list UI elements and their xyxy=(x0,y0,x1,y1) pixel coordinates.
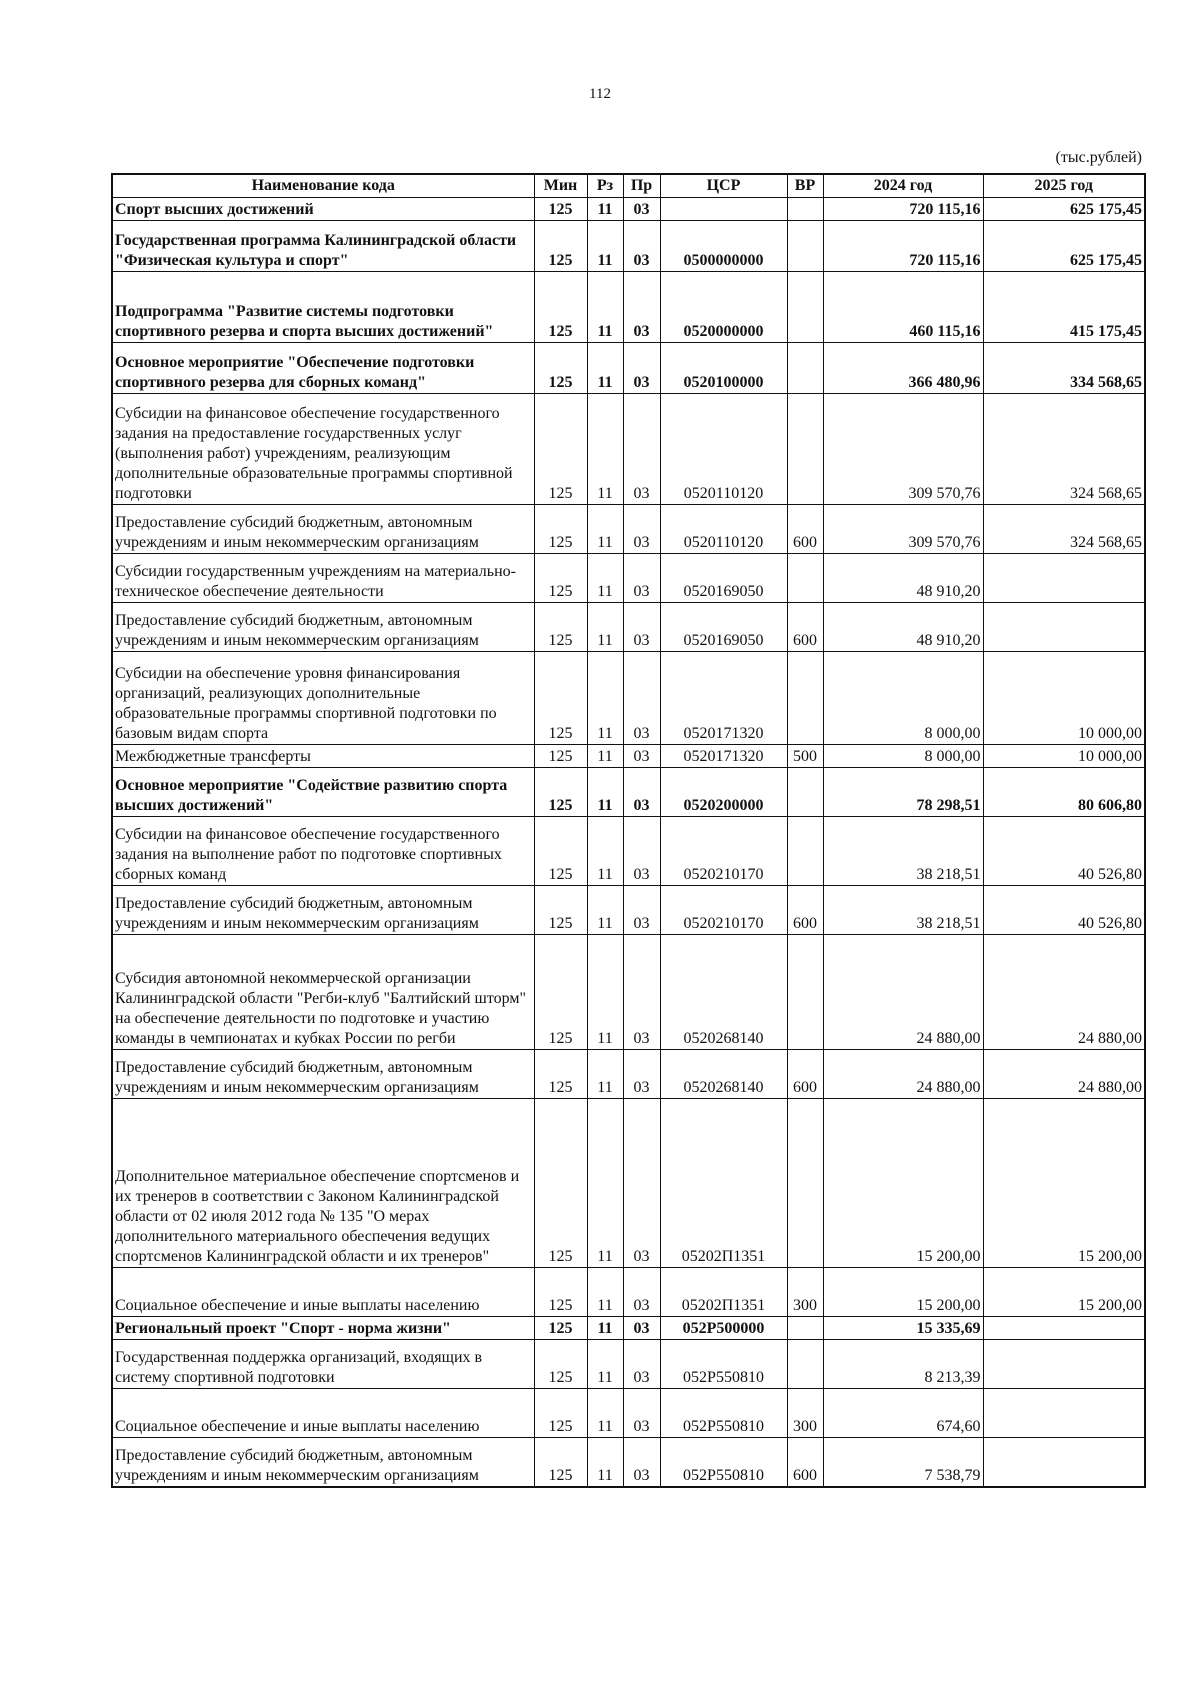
cell-csr: 0520100000 xyxy=(660,343,787,394)
cell-name: Социальное обеспечение и иные выплаты населению xyxy=(112,1389,534,1438)
cell-rz: 11 xyxy=(587,886,623,935)
cell-2025: 324 568,65 xyxy=(983,394,1145,505)
cell-csr: 0520169050 xyxy=(660,603,787,652)
cell-name: Подпрограмма "Развитие системы подготовки спортивного резерва и спорта высших достижений" xyxy=(112,272,534,343)
cell-min: 125 xyxy=(534,745,587,768)
page-number: 112 xyxy=(589,86,611,102)
cell-name: Предоставление субсидий бюджетным, автономным учреждениям и иным некоммерческим организациям xyxy=(112,1050,534,1099)
table-row xyxy=(112,652,1145,745)
table-row xyxy=(112,603,1145,652)
cell-csr: 05202П1351 xyxy=(660,1268,787,1317)
cell-pr: 03 xyxy=(623,394,660,505)
cell-2024: 15 200,00 xyxy=(823,1099,983,1268)
cell-csr: 05202П1351 xyxy=(660,1099,787,1268)
cell-2024: 38 218,51 xyxy=(823,886,983,935)
table-row xyxy=(112,1438,1145,1488)
cell-min: 125 xyxy=(534,886,587,935)
cell-2025 xyxy=(983,1317,1145,1340)
table-row xyxy=(112,1340,1145,1389)
cell-rz: 11 xyxy=(587,272,623,343)
cell-2025: 324 568,65 xyxy=(983,505,1145,554)
cell-vr xyxy=(787,198,823,221)
cell-pr: 03 xyxy=(623,343,660,394)
cell-2024: 48 910,20 xyxy=(823,603,983,652)
cell-vr: 600 xyxy=(787,505,823,554)
cell-2025 xyxy=(983,603,1145,652)
cell-2025: 24 880,00 xyxy=(983,935,1145,1050)
cell-pr: 03 xyxy=(623,221,660,272)
cell-min: 125 xyxy=(534,935,587,1050)
cell-rz: 11 xyxy=(587,394,623,505)
cell-vr: 600 xyxy=(787,886,823,935)
cell-name: Социальное обеспечение и иные выплаты населению xyxy=(112,1268,534,1317)
cell-rz: 11 xyxy=(587,935,623,1050)
cell-name: Основное мероприятие "Обеспечение подготовки спортивного резерва для сборных команд" xyxy=(112,343,534,394)
cell-vr: 500 xyxy=(787,745,823,768)
header-min: Мин xyxy=(534,174,587,198)
cell-2025 xyxy=(983,1389,1145,1438)
table-row xyxy=(112,505,1145,554)
cell-min: 125 xyxy=(534,768,587,817)
table-row xyxy=(112,1099,1145,1268)
cell-2025: 10 000,00 xyxy=(983,745,1145,768)
cell-2024: 15 200,00 xyxy=(823,1268,983,1317)
cell-2024: 38 218,51 xyxy=(823,817,983,886)
cell-min: 125 xyxy=(534,394,587,505)
cell-2024: 8 000,00 xyxy=(823,652,983,745)
cell-vr xyxy=(787,343,823,394)
cell-2024: 309 570,76 xyxy=(823,394,983,505)
header-2025: 2025 год xyxy=(983,174,1145,198)
cell-min: 125 xyxy=(534,1389,587,1438)
cell-pr: 03 xyxy=(623,1317,660,1340)
cell-csr: 0520268140 xyxy=(660,935,787,1050)
cell-min: 125 xyxy=(534,1268,587,1317)
cell-2024: 674,60 xyxy=(823,1389,983,1438)
table-row xyxy=(112,198,1145,221)
cell-2025 xyxy=(983,1340,1145,1389)
cell-2024: 8 213,39 xyxy=(823,1340,983,1389)
table-row xyxy=(112,1389,1145,1438)
cell-rz: 11 xyxy=(587,652,623,745)
cell-pr: 03 xyxy=(623,272,660,343)
table-row xyxy=(112,935,1145,1050)
cell-name: Предоставление субсидий бюджетным, автономным учреждениям и иным некоммерческим организациям xyxy=(112,886,534,935)
cell-csr: 0520268140 xyxy=(660,1050,787,1099)
cell-2024: 24 880,00 xyxy=(823,935,983,1050)
cell-name: Основное мероприятие "Содействие развитию спорта высших достижений" xyxy=(112,768,534,817)
cell-rz: 11 xyxy=(587,1050,623,1099)
cell-rz: 11 xyxy=(587,198,623,221)
cell-pr: 03 xyxy=(623,935,660,1050)
cell-min: 125 xyxy=(534,198,587,221)
cell-2025: 10 000,00 xyxy=(983,652,1145,745)
cell-2025: 334 568,65 xyxy=(983,343,1145,394)
cell-vr xyxy=(787,394,823,505)
cell-min: 125 xyxy=(534,1438,587,1488)
cell-2024: 48 910,20 xyxy=(823,554,983,603)
cell-pr: 03 xyxy=(623,745,660,768)
cell-2025: 40 526,80 xyxy=(983,817,1145,886)
cell-name: Субсидии на финансовое обеспечение государственного задания на предоставление государственных услуг (выполнения работ) учреждениям, реализующим дополнительные образовательные программы спортивной подготовки xyxy=(112,394,534,505)
table-row xyxy=(112,768,1145,817)
cell-csr: 052Р500000 xyxy=(660,1317,787,1340)
cell-csr: 0520110120 xyxy=(660,505,787,554)
cell-pr: 03 xyxy=(623,603,660,652)
cell-rz: 11 xyxy=(587,768,623,817)
cell-min: 125 xyxy=(534,554,587,603)
cell-rz: 11 xyxy=(587,1317,623,1340)
cell-pr: 03 xyxy=(623,1438,660,1488)
cell-2024: 7 538,79 xyxy=(823,1438,983,1488)
cell-rz: 11 xyxy=(587,1438,623,1488)
table-row xyxy=(112,817,1145,886)
cell-min: 125 xyxy=(534,343,587,394)
cell-rz: 11 xyxy=(587,343,623,394)
cell-name: Спорт высших достижений xyxy=(112,198,534,221)
table-row xyxy=(112,394,1145,505)
cell-rz: 11 xyxy=(587,817,623,886)
table-row xyxy=(112,554,1145,603)
cell-vr xyxy=(787,817,823,886)
cell-min: 125 xyxy=(534,1340,587,1389)
cell-2025: 15 200,00 xyxy=(983,1268,1145,1317)
cell-csr: 052Р550810 xyxy=(660,1438,787,1488)
cell-pr: 03 xyxy=(623,1268,660,1317)
cell-rz: 11 xyxy=(587,603,623,652)
cell-name: Государственная поддержка организаций, входящих в систему спортивной подготовки xyxy=(112,1340,534,1389)
header-pr: Пр xyxy=(623,174,660,198)
cell-vr xyxy=(787,1340,823,1389)
header-rz: Рз xyxy=(587,174,623,198)
cell-min: 125 xyxy=(534,652,587,745)
table-row xyxy=(112,221,1145,272)
cell-pr: 03 xyxy=(623,652,660,745)
cell-csr: 0520210170 xyxy=(660,886,787,935)
cell-rz: 11 xyxy=(587,554,623,603)
cell-vr: 300 xyxy=(787,1268,823,1317)
cell-min: 125 xyxy=(534,1050,587,1099)
cell-csr: 052Р550810 xyxy=(660,1389,787,1438)
cell-csr: 0520200000 xyxy=(660,768,787,817)
cell-pr: 03 xyxy=(623,1389,660,1438)
cell-csr: 0520110120 xyxy=(660,394,787,505)
cell-vr xyxy=(787,1099,823,1268)
header-name: Наименование кода xyxy=(112,174,534,198)
cell-rz: 11 xyxy=(587,745,623,768)
cell-csr: 0520000000 xyxy=(660,272,787,343)
cell-rz: 11 xyxy=(587,221,623,272)
table-row xyxy=(112,343,1145,394)
cell-vr: 600 xyxy=(787,1050,823,1099)
cell-csr: 0500000000 xyxy=(660,221,787,272)
cell-vr xyxy=(787,221,823,272)
budget-table xyxy=(111,173,1146,1488)
cell-2024: 366 480,96 xyxy=(823,343,983,394)
cell-vr xyxy=(787,935,823,1050)
cell-name: Субсидии государственным учреждениям на материально-техническое обеспечение деятельности xyxy=(112,554,534,603)
cell-pr: 03 xyxy=(623,1099,660,1268)
cell-name: Межбюджетные трансферты xyxy=(112,745,534,768)
cell-name: Дополнительное материальное обеспечение спортсменов и их тренеров в соответствии с Законом Калининградской области от 02 июля 2012 года № 135 "О мерах дополнительного материального обеспечения ведущих спортсменов Калининградской области и их тренеров" xyxy=(112,1099,534,1268)
cell-2025: 80 606,80 xyxy=(983,768,1145,817)
cell-pr: 03 xyxy=(623,1050,660,1099)
header-csr: ЦСР xyxy=(660,174,787,198)
cell-min: 125 xyxy=(534,221,587,272)
cell-2024: 78 298,51 xyxy=(823,768,983,817)
cell-rz: 11 xyxy=(587,1268,623,1317)
cell-2025: 24 880,00 xyxy=(983,1050,1145,1099)
cell-rz: 11 xyxy=(587,1389,623,1438)
cell-2024: 720 115,16 xyxy=(823,221,983,272)
header-2024: 2024 год xyxy=(823,174,983,198)
table-row xyxy=(112,1268,1145,1317)
cell-2025: 40 526,80 xyxy=(983,886,1145,935)
cell-vr xyxy=(787,272,823,343)
cell-csr: 052Р550810 xyxy=(660,1340,787,1389)
cell-2025: 625 175,45 xyxy=(983,221,1145,272)
cell-csr: 0520169050 xyxy=(660,554,787,603)
cell-2025: 625 175,45 xyxy=(983,198,1145,221)
cell-name: Предоставление субсидий бюджетным, автономным учреждениям и иным некоммерческим организациям xyxy=(112,603,534,652)
cell-csr xyxy=(660,198,787,221)
cell-min: 125 xyxy=(534,272,587,343)
cell-2024: 8 000,00 xyxy=(823,745,983,768)
table-row xyxy=(112,745,1145,768)
cell-csr: 0520210170 xyxy=(660,817,787,886)
cell-vr xyxy=(787,652,823,745)
cell-vr xyxy=(787,768,823,817)
cell-name: Субсидии на финансовое обеспечение государственного задания на выполнение работ по подготовке спортивных сборных команд xyxy=(112,817,534,886)
cell-vr: 300 xyxy=(787,1389,823,1438)
cell-pr: 03 xyxy=(623,554,660,603)
cell-2024: 309 570,76 xyxy=(823,505,983,554)
cell-2025 xyxy=(983,554,1145,603)
cell-pr: 03 xyxy=(623,886,660,935)
cell-pr: 03 xyxy=(623,817,660,886)
cell-name: Предоставление субсидий бюджетным, автономным учреждениям и иным некоммерческим организациям xyxy=(112,505,534,554)
header-vr: ВР xyxy=(787,174,823,198)
cell-pr: 03 xyxy=(623,198,660,221)
table-body xyxy=(112,198,1145,1488)
cell-name: Государственная программа Калининградской области "Физическая культура и спорт" xyxy=(112,221,534,272)
cell-pr: 03 xyxy=(623,1340,660,1389)
cell-vr: 600 xyxy=(787,603,823,652)
cell-pr: 03 xyxy=(623,505,660,554)
cell-name: Региональный проект "Спорт - норма жизни" xyxy=(112,1317,534,1340)
cell-2025: 15 200,00 xyxy=(983,1099,1145,1268)
cell-rz: 11 xyxy=(587,1099,623,1268)
cell-csr: 0520171320 xyxy=(660,652,787,745)
cell-2025: 415 175,45 xyxy=(983,272,1145,343)
table-header-row xyxy=(112,174,1145,198)
cell-2024: 720 115,16 xyxy=(823,198,983,221)
cell-2025 xyxy=(983,1438,1145,1488)
table-row xyxy=(112,1050,1145,1099)
table-row xyxy=(112,1317,1145,1340)
cell-min: 125 xyxy=(534,1317,587,1340)
cell-2024: 15 335,69 xyxy=(823,1317,983,1340)
cell-vr xyxy=(787,1317,823,1340)
cell-2024: 460 115,16 xyxy=(823,272,983,343)
cell-rz: 11 xyxy=(587,1340,623,1389)
cell-name: Предоставление субсидий бюджетным, автономным учреждениям и иным некоммерческим организациям xyxy=(112,1438,534,1488)
cell-min: 125 xyxy=(534,817,587,886)
table-row xyxy=(112,886,1145,935)
cell-name: Субсидии на обеспечение уровня финансирования организаций, реализующих дополнительные образовательные программы спортивной подготовки по базовым видам спорта xyxy=(112,652,534,745)
cell-rz: 11 xyxy=(587,505,623,554)
cell-min: 125 xyxy=(534,505,587,554)
cell-vr: 600 xyxy=(787,1438,823,1488)
units-label: (тыс.рублей) xyxy=(1055,149,1142,166)
cell-csr: 0520171320 xyxy=(660,745,787,768)
cell-min: 125 xyxy=(534,603,587,652)
cell-vr xyxy=(787,554,823,603)
cell-pr: 03 xyxy=(623,768,660,817)
cell-2024: 24 880,00 xyxy=(823,1050,983,1099)
table-row xyxy=(112,272,1145,343)
cell-min: 125 xyxy=(534,1099,587,1268)
cell-name: Субсидия автономной некоммерческой организации Калининградской области "Регби-клуб "Балтийский шторм" на обеспечение деятельности по подготовке и участию команды в чемпионатах и кубках России по регби xyxy=(112,935,534,1050)
